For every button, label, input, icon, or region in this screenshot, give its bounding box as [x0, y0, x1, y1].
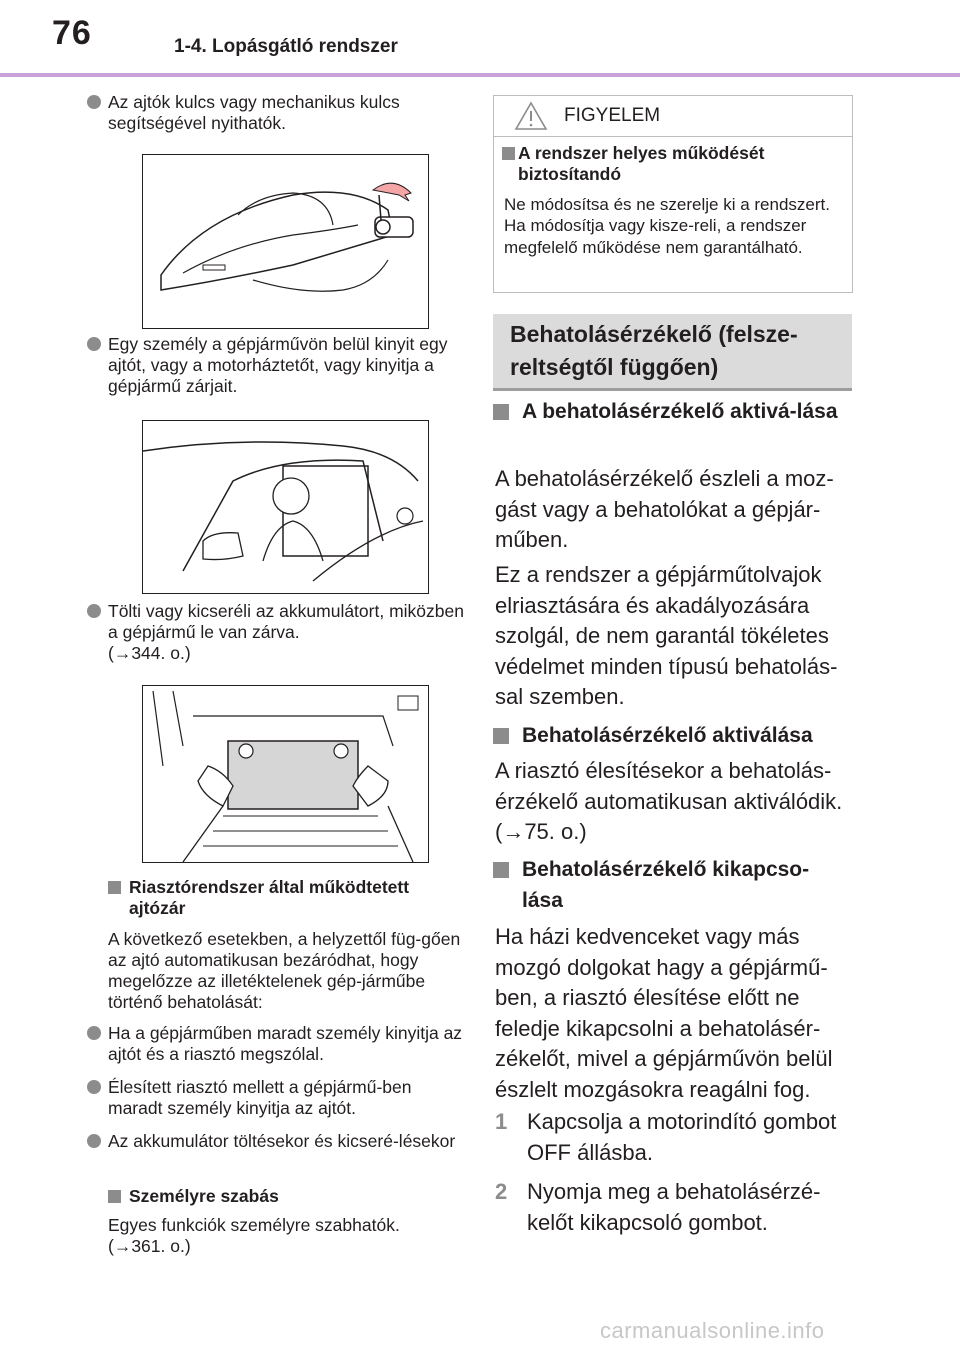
warning-box	[493, 95, 853, 293]
page-reference: (→344. o.)	[108, 643, 191, 663]
warning-header	[494, 96, 852, 137]
square-bullet-icon	[493, 404, 509, 420]
battery-handling-illustration	[142, 685, 429, 863]
section-heading: Behatolásérzékelő (felsze-reltségtől függően)	[510, 321, 798, 380]
page-reference: (→75. o.)	[495, 819, 587, 844]
bullet-dot-icon	[87, 95, 101, 109]
bullet-dot-icon	[87, 337, 101, 351]
bullet-dot-icon	[87, 1080, 101, 1094]
page-reference: (→361. o.)	[108, 1236, 191, 1256]
square-bullet-icon	[108, 1190, 121, 1203]
warning-label: FIGYELEM	[564, 105, 661, 126]
bullet-item	[108, 1023, 468, 1065]
step-item	[495, 1106, 847, 1168]
square-bullet-icon	[493, 862, 509, 878]
square-bullet-icon	[108, 881, 121, 894]
bullet-text: Egy személy a gépjárművön belül kinyit egy ajtót, vagy a motorháztetőt, vagy kinyitja a gépjármű zárjait.	[108, 334, 448, 396]
door-lock-heading: Riasztórendszer által működtetett ajtózár	[129, 877, 469, 919]
page-number: 76	[52, 14, 92, 52]
bullet-text: Élesített riasztó mellett a gépjármű-ben maradt személy kinyitja az ajtót.	[108, 1077, 412, 1118]
bullet-text: Tölti vagy kicseréli az akkumulátort, miközben a gépjármű le van zárva.	[108, 601, 464, 642]
bullet-dot-icon	[87, 1026, 101, 1040]
sensor-activation-heading: Behatolásérzékelő aktiválása	[522, 720, 842, 751]
step-text: Nyomja meg a behatolásérzé-kelőt kikapcsoló gombot.	[527, 1179, 821, 1235]
header-divider	[0, 73, 960, 77]
sensor-activation-paragraph: A riasztó élesítésekor a behatolás-érzékelő automatikusan aktiválódik. (→75. o.)	[495, 758, 843, 844]
door-handle-key-illustration	[142, 154, 429, 329]
step-number: 1	[495, 1109, 508, 1134]
section-title: 1-4. Lopásgátló rendszer	[174, 36, 398, 57]
section-heading-box	[493, 314, 852, 391]
person-in-car-illustration	[142, 420, 429, 594]
bullet-text: Az ajtók kulcs vagy mechanikus kulcs segítségével nyithatók.	[108, 92, 400, 133]
door-lock-paragraph: A következő esetekben, a helyzettől füg-gően az ajtó automatikusan bezáródhat, hogy megelőzze az illetéktelenek gép-járműbe történő behatolását:	[108, 929, 461, 1012]
bullet-item	[108, 1131, 468, 1152]
warning-subheading: A rendszer helyes működését biztosítandó	[518, 143, 838, 185]
step-text: Kapcsolja a motorindító gombot OFF állásba.	[527, 1109, 837, 1165]
activation-heading: A behatolásérzékelő aktivá-lása	[522, 396, 842, 427]
customization-heading: Személyre szabás	[129, 1186, 469, 1207]
warning-triangle-icon	[514, 101, 548, 131]
deactivation-paragraph: Ha házi kedvenceket vagy más mozgó dolgokat hagy a gépjármű-ben, a riasztó élesítése előtt ne feledje kikapcsolni a behatolásér-zékelőt, mivel a gépjárművön belül észlelt mozgásokra reagálni fog.	[495, 924, 833, 1102]
warning-text: Ne módosítsa és ne szerelje ki a rendszert. Ha módosítja vagy kisze-reli, a rendszer megfelelő működése nem garantálható.	[504, 195, 830, 257]
bullet-text: Az akkumulátor töltésekor és kicseré-lésekor	[108, 1131, 456, 1151]
bullet-text: Ha a gépjárműben maradt személy kinyitja az ajtót és a riasztó megszólal.	[108, 1023, 463, 1064]
battery-drawing	[143, 686, 428, 862]
customization-paragraph: Egyes funkciók személyre szabhatók. (→361. o.)	[108, 1215, 400, 1256]
square-bullet-icon	[493, 728, 509, 744]
square-bullet-icon	[502, 147, 515, 160]
bullet-item	[108, 92, 468, 134]
activation-paragraph: A behatolásérzékelő észleli a moz-gást vagy a behatolókat a gépjár-műben.	[495, 466, 834, 552]
person-in-car-drawing	[143, 421, 428, 593]
purpose-paragraph: Ez a rendszer a gépjárműtolvajok elriasztására és akadályozására szolgál, de nem garantál tökéletes védelmet minden típusú behatolás-sal szemben.	[495, 562, 838, 709]
step-item	[495, 1176, 847, 1238]
bullet-item	[108, 1077, 468, 1119]
bullet-dot-icon	[87, 1134, 101, 1148]
bullet-dot-icon	[87, 604, 101, 618]
deactivation-heading: Behatolásérzékelő kikapcso-lása	[522, 854, 842, 916]
watermark: carmanualsonline.info	[600, 1318, 825, 1343]
door-handle-drawing	[143, 155, 428, 328]
bullet-item	[108, 334, 468, 397]
step-number: 2	[495, 1179, 508, 1204]
bullet-item	[108, 601, 468, 664]
